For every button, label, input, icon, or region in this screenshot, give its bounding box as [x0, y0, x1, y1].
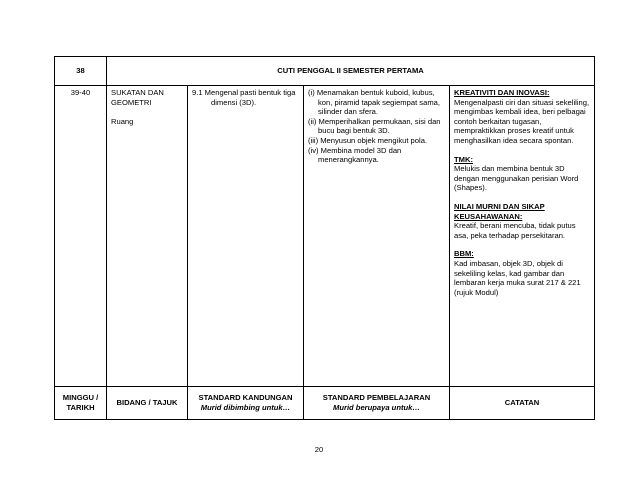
header-row	[55, 387, 595, 420]
note-body: Mengenalpasti ciri dan situasi sekeliling, mengimbas kembali idea, beri pelbagai contoh berkaitan tugasan, mempraktikkan proses kreatif untuk menghasilkan idea secara spontan.	[454, 97, 590, 145]
lesson-plan-table	[54, 56, 595, 420]
field-line: GEOMETRI	[111, 97, 152, 107]
header-field: BIDANG / TAJUK	[107, 387, 188, 420]
standard-kandungan-item: 9.1 Mengenal pasti bentuk tiga dimensi (3D).	[192, 88, 296, 107]
sp-item: (iii) Menyusun objek mengikut pola.	[308, 135, 428, 145]
sp-item: (i) Menamakan bentuk kuboid, kubus, kon, piramid tapak segiempat sama, silinder dan sfera.	[308, 88, 440, 117]
standard-pembelajaran-cell	[304, 86, 450, 387]
holiday-week-cell: 38	[55, 57, 107, 86]
holiday-row	[55, 57, 595, 86]
field-spacer	[111, 107, 183, 117]
standard-kandungan-cell	[188, 86, 304, 387]
sp-item: (ii) Memperihalkan permukaan, sisi dan bucu bagi bentuk 3D.	[308, 116, 441, 136]
field-cell	[107, 86, 188, 387]
header-standard-pembelajaran: STANDARD PEMBELAJARAN Murid berupaya untuk…	[304, 387, 450, 420]
note-body: Kreatif, berani mencuba, tidak putus asa, peka terhadap persekitaran.	[454, 221, 576, 240]
field-line: Ruang	[111, 116, 134, 126]
note-body: Melukis dan membina bentuk 3D dengan menggunakan perisian Word (Shapes).	[454, 164, 579, 193]
notes-cell	[450, 86, 595, 387]
page-number: 20	[314, 445, 324, 454]
note-heading: KREATIVITI DAN INOVASI:	[454, 88, 550, 97]
header-notes: CATATAN	[450, 387, 595, 420]
field-line: SUKATAN DAN	[111, 88, 164, 97]
sp-item: (iv) Membina model 3D dan menerangkannya.	[308, 145, 402, 165]
note-heading: TMK:	[454, 154, 473, 164]
header-week: MINGGU / TARIKH	[55, 387, 107, 420]
note-heading: NILAI MURNI DAN SIKAP KEUSAHAWANAN:	[454, 201, 545, 221]
note-body: Kad imbasan, objek 3D, objek di sekeliling kelas, kad gambar dan lembaran kerja muka surat 217 & 221 (rujuk Modul)	[454, 258, 581, 297]
note-heading: BBM:	[454, 249, 474, 259]
header-standard-kandungan: STANDARD KANDUNGAN Murid dibimbing untuk…	[188, 387, 304, 420]
week-cell: 39-40	[55, 86, 107, 387]
holiday-label: CUTI PENGGAL II SEMESTER PERTAMA	[107, 57, 595, 86]
content-row	[55, 86, 595, 387]
